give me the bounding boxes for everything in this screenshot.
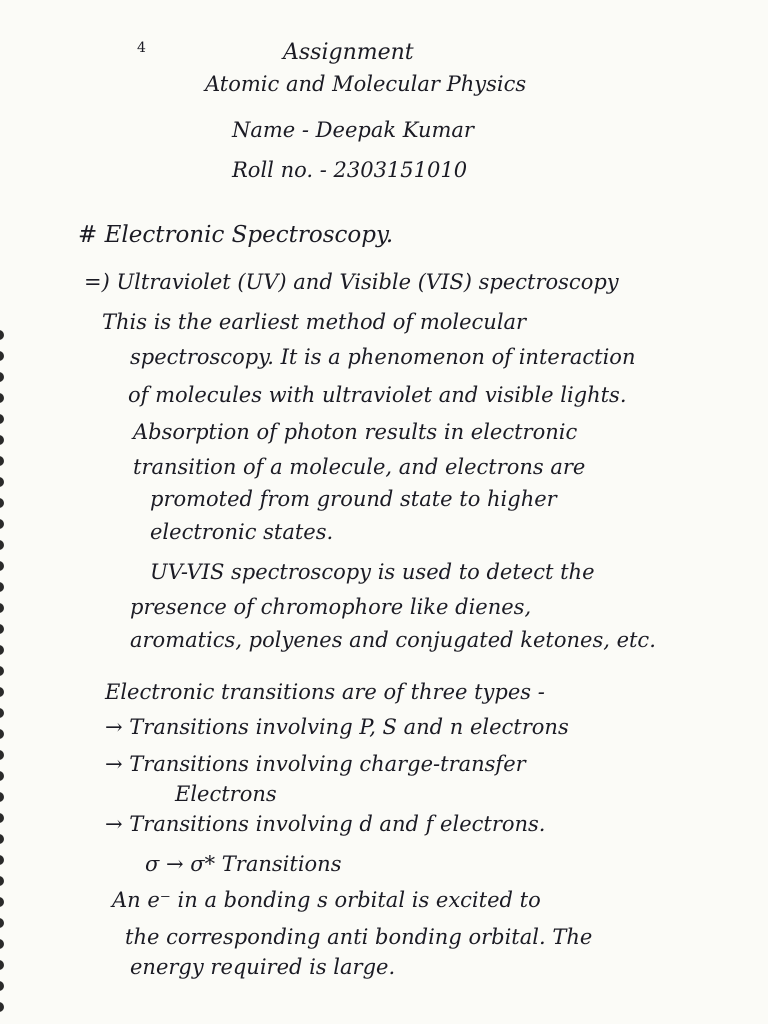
binding-hole [0,666,4,676]
binding-hole [0,456,4,466]
binding-hole [0,918,4,928]
roll-line: Roll no. - 2303151010 [232,158,468,182]
spiral-binding [0,0,10,1024]
binding-hole [0,519,4,529]
binding-hole [0,498,4,508]
binding-hole [0,477,4,487]
para2-line: UV-VIS spectroscopy is used to detect the [150,560,595,584]
binding-hole [0,603,4,613]
binding-hole [0,750,4,760]
para3-line: the corresponding anti bonding orbital. The [125,925,593,949]
transition-type: Electrons [175,782,277,806]
binding-hole [0,393,4,403]
para3-line: An e⁻ in a bonding s orbital is excited to [112,888,541,912]
binding-hole [0,729,4,739]
para1-line: Absorption of photon results in electronic [133,420,578,444]
binding-hole [0,834,4,844]
para1-line: spectroscopy. It is a phenomenon of interaction [130,345,636,369]
binding-hole [0,855,4,865]
para2-line: aromatics, polyenes and conjugated ketones, etc. [130,628,656,652]
binding-hole [0,414,4,424]
uv-heading: =) Ultraviolet (UV) and Visible (VIS) spectroscopy [84,270,619,294]
para1-line: of molecules with ultraviolet and visible lights. [128,383,627,407]
binding-hole [0,876,4,886]
binding-hole [0,960,4,970]
binding-hole [0,372,4,382]
binding-hole [0,561,4,571]
para1-line: transition of a molecule, and electrons are [133,455,586,479]
transition-type: → Transitions involving charge-transfer [105,752,526,776]
binding-hole [0,981,4,991]
binding-hole [0,1002,4,1012]
assignment-title: Assignment [283,40,414,65]
binding-hole [0,330,4,340]
para1-line: This is the earliest method of molecular [102,310,527,334]
binding-hole [0,708,4,718]
transition-type: → Transitions involving d and f electrons. [105,812,546,836]
binding-hole [0,351,4,361]
para1-line: electronic states. [150,520,334,544]
binding-hole [0,435,4,445]
binding-hole [0,792,4,802]
section-heading: # Electronic Spectroscopy. [78,222,394,248]
binding-hole [0,897,4,907]
transition-type: → Transitions involving P, S and n electrons [105,715,569,739]
binding-hole [0,540,4,550]
name-line: Name - Deepak Kumar [232,118,474,142]
para1-line: promoted from ground state to higher [150,487,557,511]
para3-line: energy required is large. [130,955,396,979]
binding-hole [0,939,4,949]
corner-mark: 4 [137,40,146,56]
binding-hole [0,582,4,592]
binding-hole [0,687,4,697]
transitions-intro: Electronic transitions are of three types - [105,680,545,704]
binding-hole [0,813,4,823]
binding-hole [0,645,4,655]
binding-hole [0,624,4,634]
subject-line: Atomic and Molecular Physics [205,72,527,96]
binding-hole [0,771,4,781]
sigma-heading: σ → σ* Transitions [145,852,342,876]
para2-line: presence of chromophore like dienes, [130,595,532,619]
